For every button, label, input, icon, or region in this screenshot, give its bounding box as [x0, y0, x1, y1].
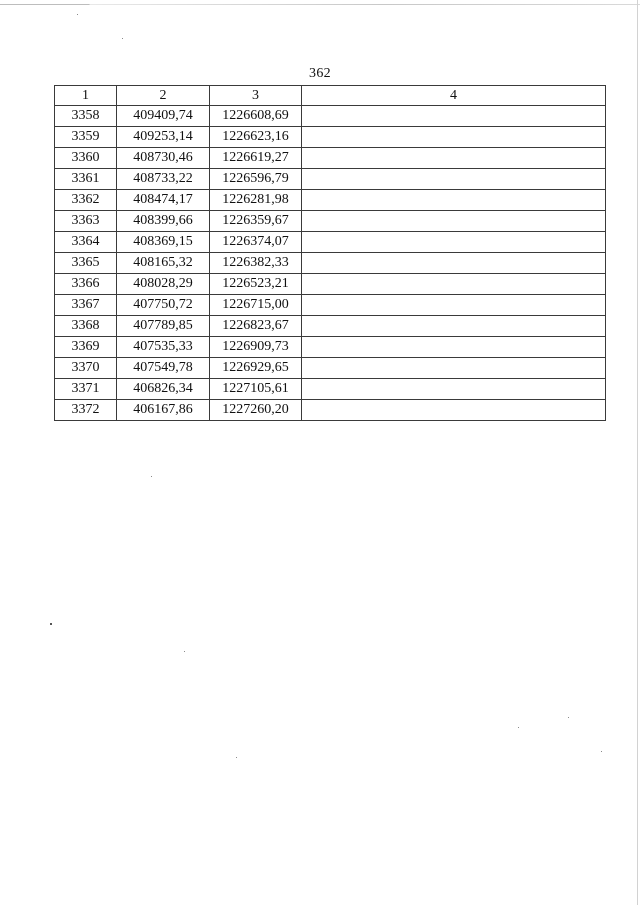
notes-cell: [302, 295, 606, 316]
y-coordinate-cell: 1227105,61: [210, 379, 302, 400]
point-number-cell: 3358: [55, 106, 117, 127]
notes-cell: [302, 274, 606, 295]
column-header-4: 4: [302, 86, 606, 106]
scan-edge-right: [637, 0, 638, 905]
table-row: [55, 358, 606, 379]
x-coordinate-cell: 407789,85: [117, 316, 210, 337]
notes-cell: [302, 169, 606, 190]
table-row: [55, 400, 606, 421]
column-header-3: 3: [210, 86, 302, 106]
y-coordinate-cell: 1226623,16: [210, 127, 302, 148]
notes-cell: [302, 127, 606, 148]
table-row: [55, 253, 606, 274]
page-number: 362: [309, 66, 331, 81]
table-row: [55, 211, 606, 232]
point-number-cell: 3369: [55, 337, 117, 358]
point-number-cell: 3367: [55, 295, 117, 316]
x-coordinate-cell: 406167,86: [117, 400, 210, 421]
x-coordinate-cell: 407535,33: [117, 337, 210, 358]
x-coordinate-cell: 408369,15: [117, 232, 210, 253]
x-coordinate-cell: 408028,29: [117, 274, 210, 295]
scan-speck: [601, 751, 602, 752]
y-coordinate-cell: 1227260,20: [210, 400, 302, 421]
table-body: [55, 106, 606, 421]
table-row: [55, 127, 606, 148]
scan-speck: [518, 727, 519, 728]
notes-cell: [302, 148, 606, 169]
point-number-cell: 3360: [55, 148, 117, 169]
x-coordinate-cell: 408399,66: [117, 211, 210, 232]
table-header-row: [55, 86, 606, 106]
x-coordinate-cell: 407549,78: [117, 358, 210, 379]
scan-speck: [568, 717, 569, 718]
x-coordinate-cell: 407750,72: [117, 295, 210, 316]
y-coordinate-cell: 1226596,79: [210, 169, 302, 190]
column-header-1: 1: [55, 86, 117, 106]
table-row: [55, 337, 606, 358]
table-row: [55, 169, 606, 190]
x-coordinate-cell: 409253,14: [117, 127, 210, 148]
notes-cell: [302, 379, 606, 400]
notes-cell: [302, 400, 606, 421]
notes-cell: [302, 106, 606, 127]
notes-cell: [302, 190, 606, 211]
point-number-cell: 3362: [55, 190, 117, 211]
y-coordinate-cell: 1226281,98: [210, 190, 302, 211]
table-row: [55, 316, 606, 337]
table-row: [55, 379, 606, 400]
point-number-cell: 3371: [55, 379, 117, 400]
table-row: [55, 274, 606, 295]
scan-speck: [122, 38, 123, 39]
x-coordinate-cell: 408733,22: [117, 169, 210, 190]
point-number-cell: 3372: [55, 400, 117, 421]
x-coordinate-cell: 409409,74: [117, 106, 210, 127]
x-coordinate-cell: 408474,17: [117, 190, 210, 211]
y-coordinate-cell: 1226382,33: [210, 253, 302, 274]
table-row: [55, 106, 606, 127]
scan-edge-top: [0, 4, 640, 5]
scan-speck: [50, 623, 52, 625]
y-coordinate-cell: 1226823,67: [210, 316, 302, 337]
y-coordinate-cell: 1226374,07: [210, 232, 302, 253]
scan-speck: [77, 14, 78, 15]
table-row: [55, 295, 606, 316]
column-header-2: 2: [117, 86, 210, 106]
x-coordinate-cell: 408730,46: [117, 148, 210, 169]
point-number-cell: 3364: [55, 232, 117, 253]
notes-cell: [302, 253, 606, 274]
scan-speck: [184, 651, 185, 652]
notes-cell: [302, 232, 606, 253]
x-coordinate-cell: 406826,34: [117, 379, 210, 400]
x-coordinate-cell: 408165,32: [117, 253, 210, 274]
y-coordinate-cell: 1226608,69: [210, 106, 302, 127]
point-number-cell: 3363: [55, 211, 117, 232]
point-number-cell: 3368: [55, 316, 117, 337]
y-coordinate-cell: 1226619,27: [210, 148, 302, 169]
coordinates-table: [54, 85, 606, 421]
y-coordinate-cell: 1226909,73: [210, 337, 302, 358]
y-coordinate-cell: 1226715,00: [210, 295, 302, 316]
table-row: [55, 190, 606, 211]
y-coordinate-cell: 1226929,65: [210, 358, 302, 379]
notes-cell: [302, 211, 606, 232]
point-number-cell: 3370: [55, 358, 117, 379]
notes-cell: [302, 358, 606, 379]
y-coordinate-cell: 1226359,67: [210, 211, 302, 232]
notes-cell: [302, 316, 606, 337]
y-coordinate-cell: 1226523,21: [210, 274, 302, 295]
point-number-cell: 3361: [55, 169, 117, 190]
notes-cell: [302, 337, 606, 358]
scan-speck: [236, 757, 237, 758]
table-row: [55, 148, 606, 169]
point-number-cell: 3365: [55, 253, 117, 274]
point-number-cell: 3366: [55, 274, 117, 295]
point-number-cell: 3359: [55, 127, 117, 148]
table-row: [55, 232, 606, 253]
scan-speck: [151, 476, 152, 477]
